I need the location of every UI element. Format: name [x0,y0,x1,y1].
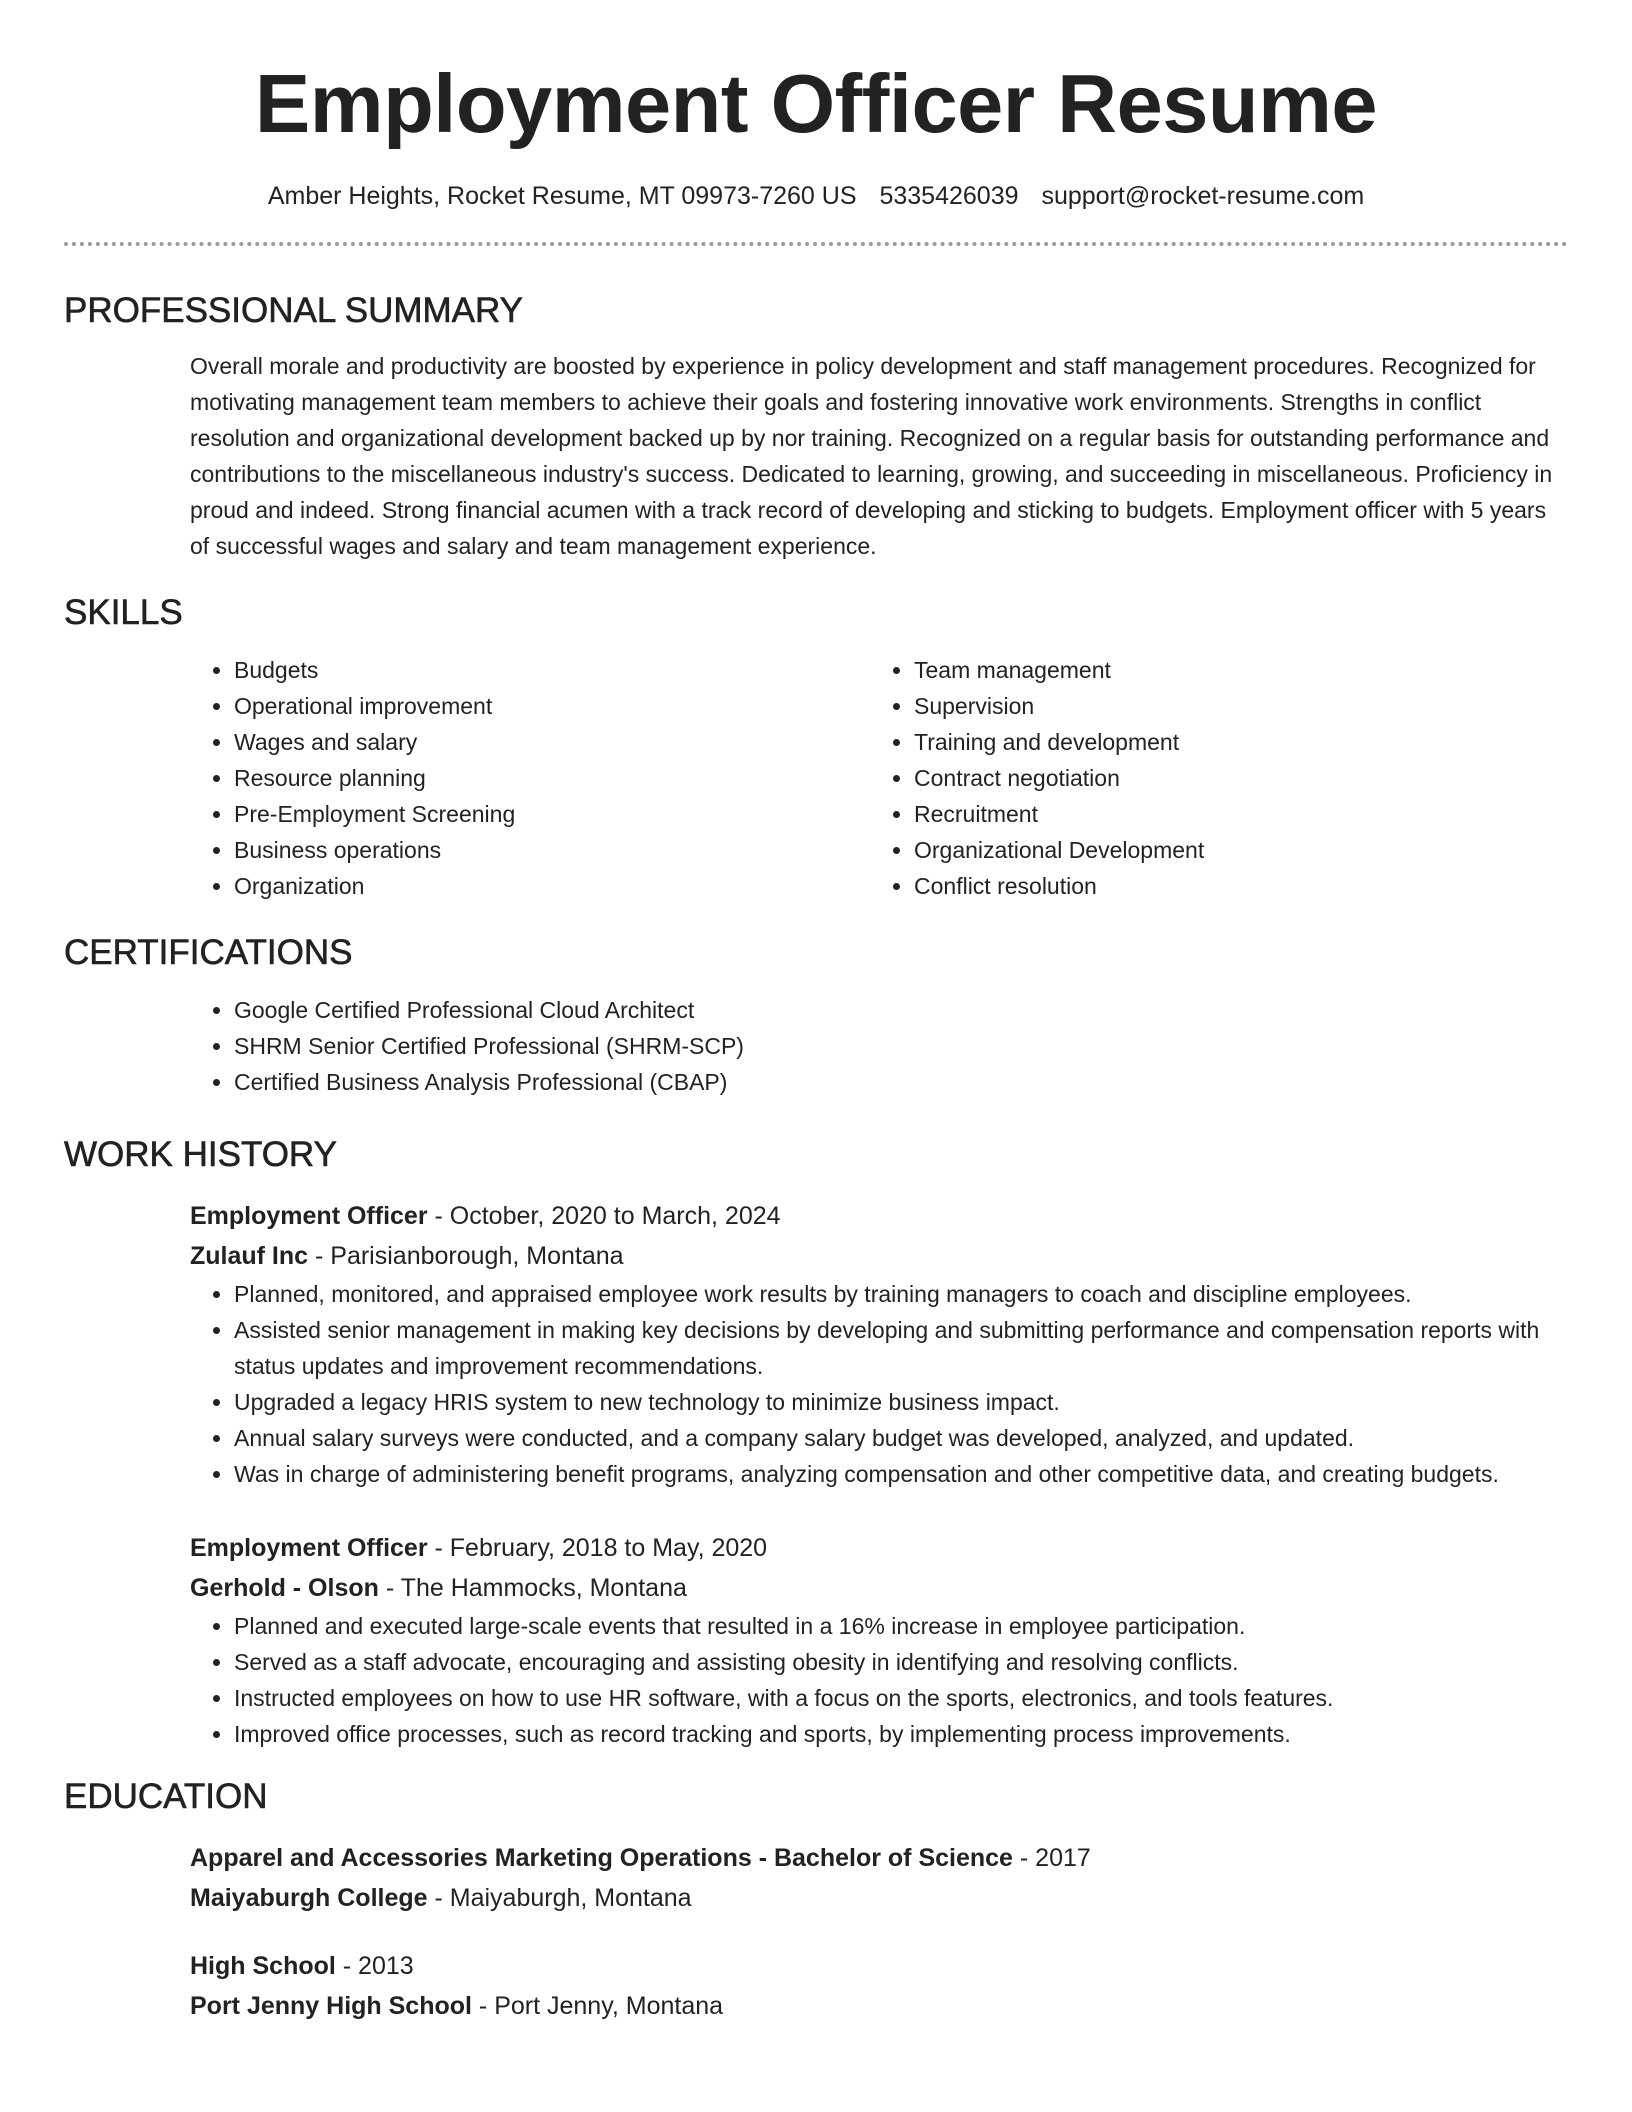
job-company-line [190,1568,1568,1608]
skills-list [190,652,1568,904]
skill-item: • Conflict resolution [914,868,1550,904]
section-heading-skills: SKILLS [64,593,183,632]
job-duty-item: • Improved office processes, such as record tracking and sports, by implementing process improvements. [234,1716,1568,1752]
job-dates: - February, 2018 to May, 2020 [427,1534,768,1562]
summary-text: Overall morale and productivity are boosted by experience in policy development and staff management procedures. Recognized for motivating management team members to achieve their goals and fostering innovative work environments. Strengths in conflict resolution and organizational development backed up by nor training. Recognized on a regular basis for outstanding performance and contributions to the miscellaneous industry's success. Dedicated to learning, growing, and succeeding in miscellaneous. Proficiency in proud and indeed. Strong financial acumen with a track record of developing and sticking to budgets. Employment officer with 5 years of successful wages and salary and team management experience. [190,353,1553,559]
section-heading-certifications: CERTIFICATIONS [64,933,353,972]
contact-address: Amber Heights, Rocket Resume, MT 09973-7260 US [267,182,857,210]
skills-column-left [190,652,870,904]
job-location: - The Hammocks, Montana [378,1574,687,1602]
education-year: - 2013 [335,1952,414,1980]
job-location: - Parisianborough, Montana [308,1242,624,1270]
skill-item: • Recruitment [914,796,1550,832]
job-entry [190,1196,1568,1492]
job-duty-item: • Was in charge of administering benefit programs, analyzing compensation and other competitive data, and creating budgets. [234,1456,1568,1492]
job-duty-item: • Upgraded a legacy HRIS system to new technology to minimize business impact. [234,1384,1568,1420]
skill-item: • Supervision [914,688,1550,724]
education-degree: Apparel and Accessories Marketing Operations - Bachelor of Science [190,1844,1013,1872]
skill-item: • Operational improvement [234,688,870,724]
job-title-line [190,1528,1568,1568]
job-duty-item: • Annual salary surveys were conducted, and a company salary budget was developed, analyzed, and updated. [234,1420,1568,1456]
education-school: Port Jenny High School [190,1992,472,2020]
certification-item: • Google Certified Professional Cloud Architect [234,992,1568,1028]
header-divider [64,242,1568,246]
job-duty-item: • Planned and executed large-scale events that resulted in a 16% increase in employee participation. [234,1608,1568,1644]
certifications-list [190,992,1568,1100]
job-company: Gerhold - Olson [190,1574,379,1602]
education-school: Maiyaburgh College [190,1884,428,1912]
section-heading-work-history: WORK HISTORY [64,1135,337,1174]
job-duty-item: • Instructed employees on how to use HR software, with a focus on the sports, electronics, and tools features. [234,1680,1568,1716]
job-title: Employment Officer [190,1534,428,1562]
certification-item: • Certified Business Analysis Professional (CBAP) [234,1064,1568,1100]
certification-item: • SHRM Senior Certified Professional (SHRM-SCP) [234,1028,1568,1064]
job-title: Employment Officer [190,1202,428,1230]
job-title-line [190,1196,1568,1236]
page-title: Employment Officer Resume [254,57,1378,150]
skill-item: • Organizational Development [914,832,1550,868]
job-entry [190,1528,1568,1752]
skill-item: • Budgets [234,652,870,688]
skill-item: • Pre-Employment Screening [234,796,870,832]
skill-item: • Organization [234,868,870,904]
section-heading-summary: PROFESSIONAL SUMMARY [64,291,523,330]
education-degree-line [190,1946,1568,1986]
education-year: - 2017 [1012,1844,1091,1872]
skill-item: • Wages and salary [234,724,870,760]
skill-item: • Team management [914,652,1550,688]
job-dates: - October, 2020 to March, 2024 [427,1202,781,1230]
education-entry [190,1946,1568,2026]
skill-item: • Contract negotiation [914,760,1550,796]
job-duty-item: • Assisted senior management in making key decisions by developing and submitting performance and compensation reports with status updates and improvement recommendations. [234,1312,1568,1384]
education-school-line [190,1878,1568,1918]
section-heading-education: EDUCATION [64,1777,268,1816]
contact-line [64,180,1568,212]
job-duty-item: • Served as a staff advocate, encouraging and assisting obesity in identifying and resolving conflicts. [234,1644,1568,1680]
education-location: - Port Jenny, Montana [471,1992,724,2020]
skill-item: • Business operations [234,832,870,868]
skill-item: • Training and development [914,724,1550,760]
education-school-line [190,1986,1568,2026]
education-degree-line [190,1838,1568,1878]
education-degree: High School [190,1952,336,1980]
job-duties [190,1608,1568,1752]
skills-column-right [870,652,1550,904]
skill-item: • Resource planning [234,760,870,796]
job-duty-item: • Planned, monitored, and appraised employee work results by training managers to coach and discipline employees. [234,1276,1568,1312]
education-location: - Maiyaburgh, Montana [427,1884,692,1912]
job-company-line [190,1236,1568,1276]
job-company: Zulauf Inc [190,1242,309,1270]
contact-phone: 5335426039 [879,182,1019,210]
job-duties [190,1276,1568,1492]
contact-email: support@rocket-resume.com [1041,182,1365,210]
education-entry [190,1838,1568,1918]
